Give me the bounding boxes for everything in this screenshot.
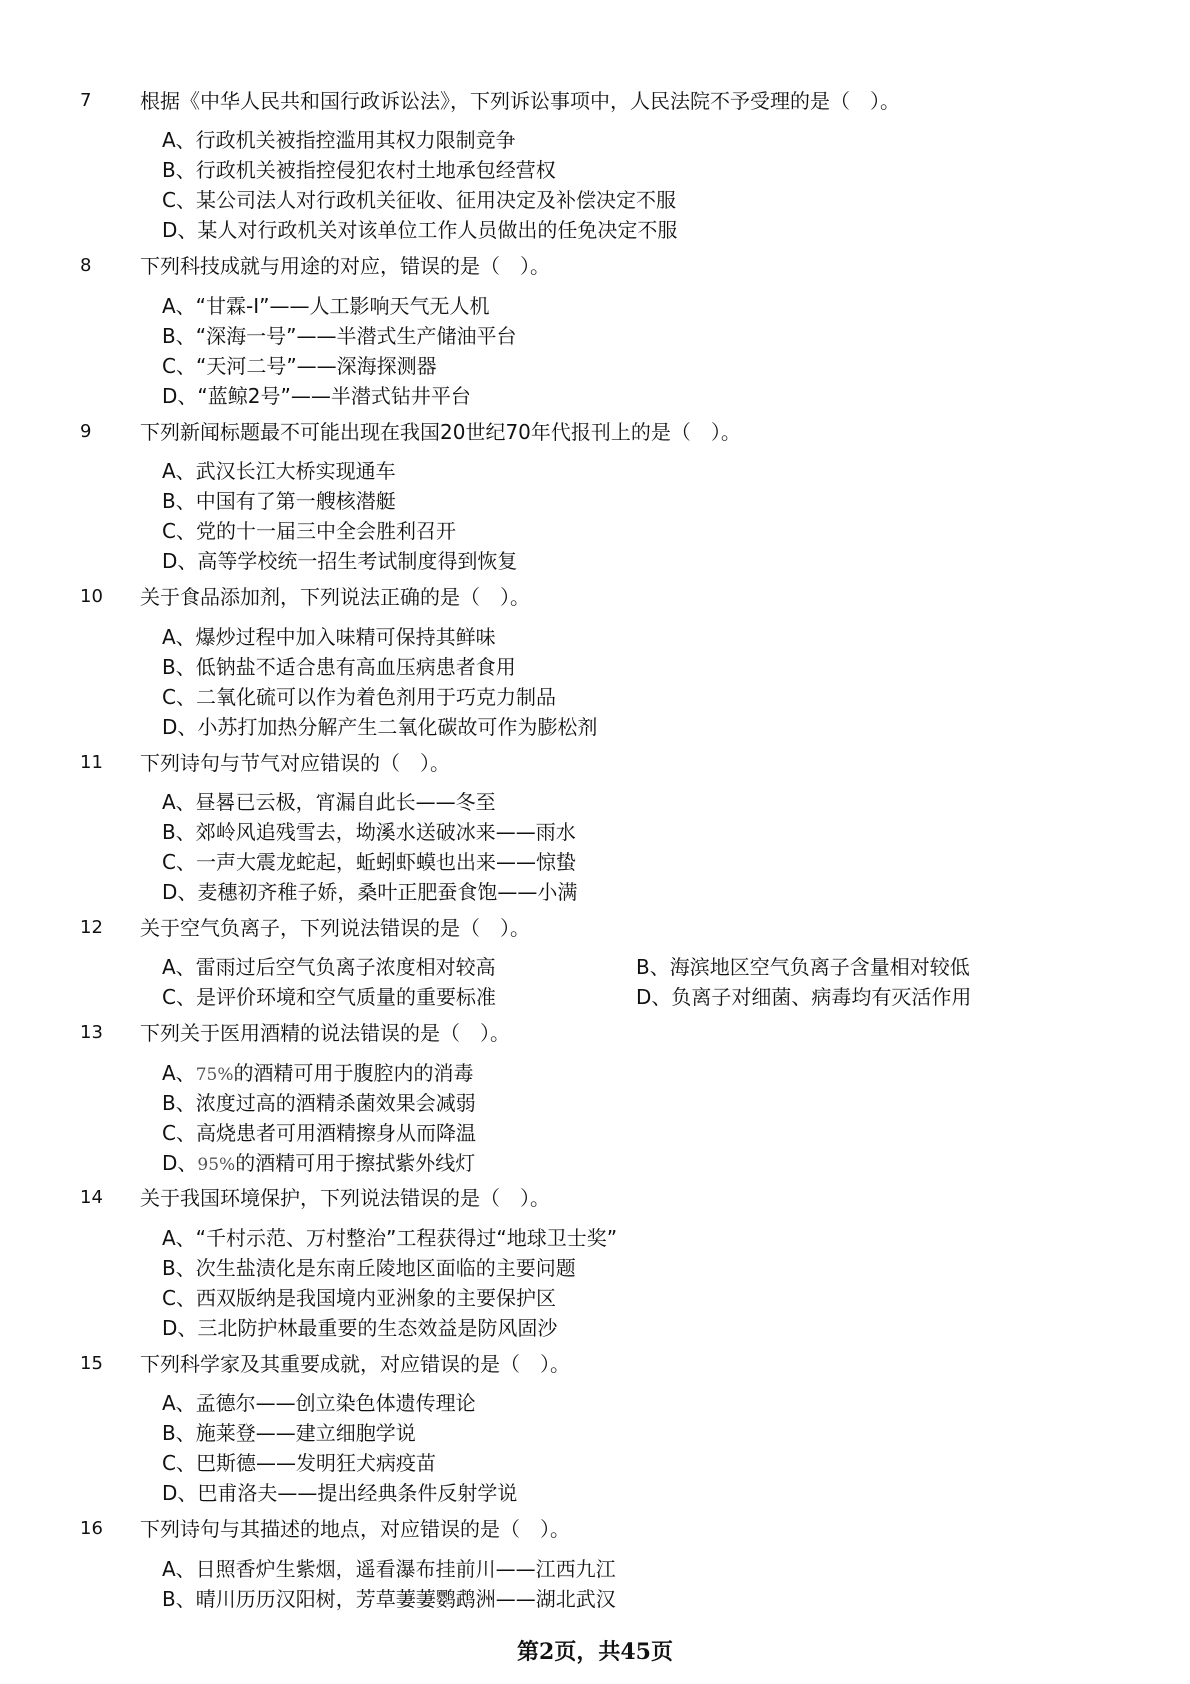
option-13-b: B、浓度过高的酒精杀菌效果会减弱 <box>162 1091 476 1115</box>
option-12-b: B、海滨地区空气负离子含量相对较低 <box>636 955 970 979</box>
question-text: 下列科学家及其重要成就，对应错误的是（ ）。 <box>140 1352 570 1376</box>
option-7-d: D、某人对行政机关对该单位工作人员做出的任免决定不服 <box>162 218 678 242</box>
option-rest: 的酒精可用于腹腔内的消毒 <box>233 1061 474 1085</box>
question-text: 下列关于医用酒精的说法错误的是（ ）。 <box>140 1021 510 1045</box>
option-14-d: D、三北防护林最重要的生态效益是防风固沙 <box>162 1316 558 1340</box>
question-number: 15 <box>80 1353 103 1374</box>
question-number: 7 <box>80 90 92 111</box>
question-text: 下列诗句与其描述的地点，对应错误的是（ ）。 <box>140 1517 570 1541</box>
option-9-b: B、中国有了第一艘核潜艇 <box>162 489 396 513</box>
option-prefix: D、 <box>162 1151 198 1175</box>
option-11-d: D、麦穗初齐稚子娇，桑叶正肥蚕食饱——小满 <box>162 880 578 904</box>
option-10-d: D、小苏打加热分解产生二氧化碳故可作为膨松剂 <box>162 715 598 739</box>
percentage-value: 75% <box>195 1065 234 1085</box>
option-15-c: C、巴斯德——发明狂犬病疫苗 <box>162 1451 436 1475</box>
option-11-c: C、一声大震龙蛇起，蚯蚓虾蟆也出来——惊蛰 <box>162 850 576 874</box>
option-10-b: B、低钠盐不适合患有高血压病患者食用 <box>162 655 516 679</box>
option-13-c: C、高烧患者可用酒精擦身从而降温 <box>162 1121 476 1145</box>
option-8-c: C、“天河二号”——深海探测器 <box>162 354 437 378</box>
option-prefix: A、 <box>162 1061 196 1085</box>
option-13-d <box>162 1148 475 1180</box>
option-10-c: C、二氧化硫可以作为着色剂用于巧克力制品 <box>162 685 556 709</box>
option-9-c: C、党的十一届三中全会胜利召开 <box>162 519 456 543</box>
option-12-a: A、雷雨过后空气负离子浓度相对较高 <box>162 955 496 979</box>
question-number: 10 <box>80 586 103 607</box>
option-8-a: A、“甘霖-Ⅰ”——人工影响天气无人机 <box>162 294 490 318</box>
option-16-b: B、晴川历历汉阳树，芳草萋萋鹦鹉洲——湖北武汉 <box>162 1587 616 1611</box>
option-10-a: A、爆炒过程中加入味精可保持其鲜味 <box>162 625 496 649</box>
question-number: 12 <box>80 917 103 938</box>
option-7-a: A、行政机关被指控滥用其权力限制竞争 <box>162 128 516 152</box>
question-text: 关于食品添加剂，下列说法正确的是（ ）。 <box>140 585 530 609</box>
option-7-c: C、某公司法人对行政机关征收、征用决定及补偿决定不服 <box>162 188 676 212</box>
option-8-d: D、“蓝鲸2号”——半潜式钻井平台 <box>162 384 471 408</box>
option-11-a: A、昼晷已云极，宵漏自此长——冬至 <box>162 790 496 814</box>
percentage-value: 95% <box>197 1155 236 1175</box>
question-text: 关于我国环境保护，下列说法错误的是（ ）。 <box>140 1186 550 1210</box>
option-11-b: B、郊岭风追残雪去，坳溪水送破冰来——雨水 <box>162 820 576 844</box>
question-number: 14 <box>80 1187 103 1208</box>
option-16-a: A、日照香炉生紫烟，遥看瀑布挂前川——江西九江 <box>162 1557 616 1581</box>
option-15-d: D、巴甫洛夫——提出经典条件反射学说 <box>162 1481 518 1505</box>
option-13-a <box>162 1058 473 1090</box>
option-12-c: C、是评价环境和空气质量的重要标准 <box>162 985 496 1009</box>
question-text: 下列新闻标题最不可能出现在我国20世纪70年代报刊上的是（ ）。 <box>140 420 741 444</box>
question-text: 下列诗句与节气对应错误的（ ）。 <box>140 751 450 775</box>
option-7-b: B、行政机关被指控侵犯农村土地承包经营权 <box>162 158 556 182</box>
question-number: 13 <box>80 1022 103 1043</box>
option-15-a: A、孟德尔——创立染色体遗传理论 <box>162 1391 476 1415</box>
option-14-c: C、西双版纳是我国境内亚洲象的主要保护区 <box>162 1286 556 1310</box>
option-12-d: D、负离子对细菌、病毒均有灭活作用 <box>636 985 972 1009</box>
question-number: 11 <box>80 752 103 773</box>
question-text: 下列科技成就与用途的对应，错误的是（ ）。 <box>140 254 550 278</box>
option-8-b: B、“深海一号”——半潜式生产储油平台 <box>162 324 517 348</box>
option-14-b: B、次生盐渍化是东南丘陵地区面临的主要问题 <box>162 1256 576 1280</box>
question-number: 9 <box>80 421 92 442</box>
page-footer: 第2页，共45页 <box>517 1639 673 1665</box>
question-text: 根据《中华人民共和国行政诉讼法》，下列诉讼事项中，人民法院不予受理的是（ ）。 <box>140 89 900 113</box>
question-text: 关于空气负离子，下列说法错误的是（ ）。 <box>140 916 530 940</box>
question-number: 16 <box>80 1518 103 1539</box>
option-15-b: B、施莱登——建立细胞学说 <box>162 1421 416 1445</box>
option-9-d: D、高等学校统一招生考试制度得到恢复 <box>162 549 518 573</box>
option-rest: 的酒精可用于擦拭紫外线灯 <box>235 1151 476 1175</box>
option-9-a: A、武汉长江大桥实现通车 <box>162 459 396 483</box>
option-14-a: A、“千村示范、万村整治”工程获得过“地球卫士奖” <box>162 1226 618 1250</box>
question-number: 8 <box>80 255 92 276</box>
